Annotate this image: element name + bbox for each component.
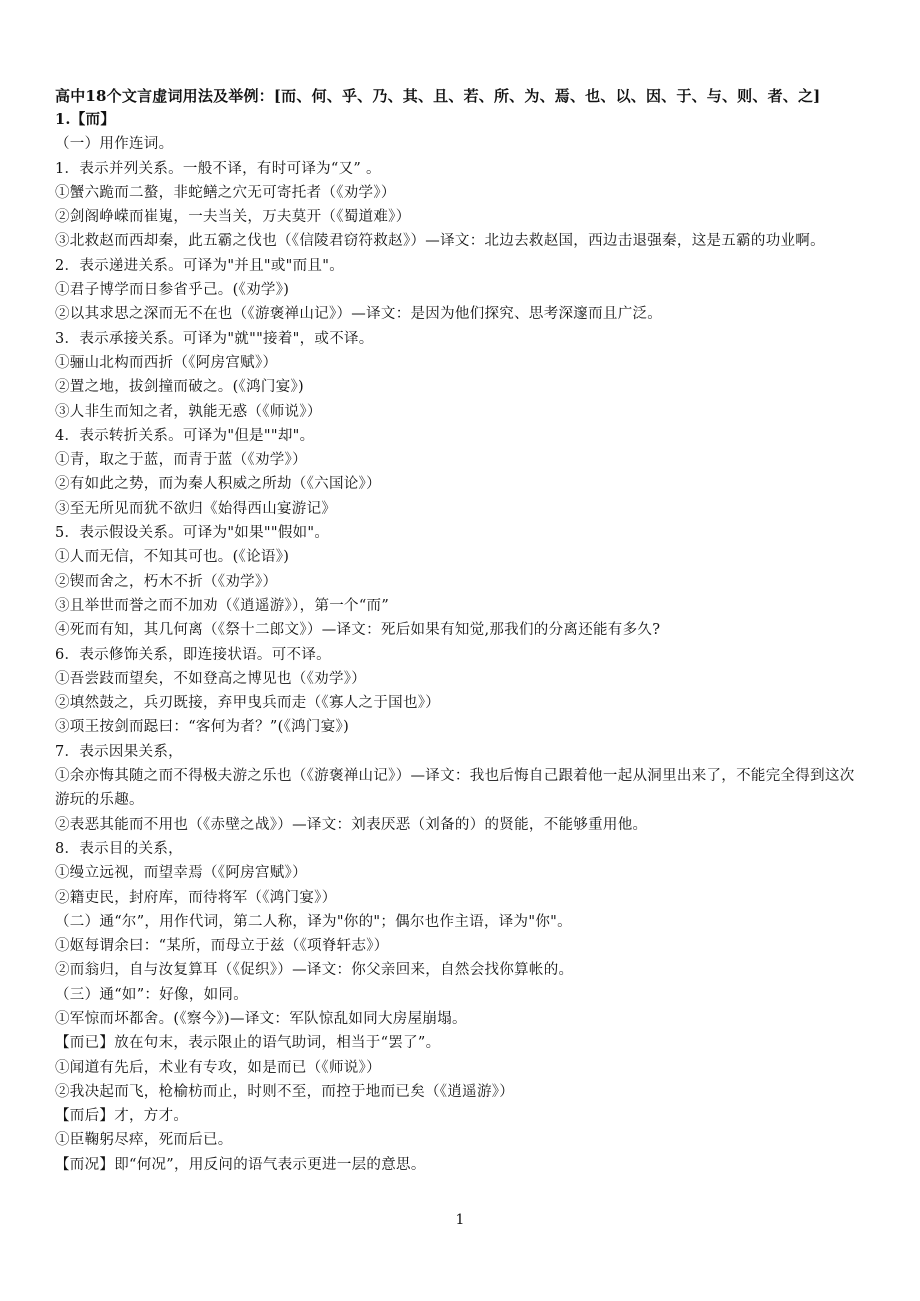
subheading-pronoun: （二）通“尔”，用作代词，第二人称，译为"你的"；偶尔也作主语，译为"你"。 bbox=[55, 913, 572, 930]
example-line: ②填然鼓之，兵刃既接，弃甲曳兵而走（《寡人之于国也》） bbox=[55, 695, 441, 712]
example-line: ①吾尝跂而望矣，不如登高之博见也（《劝学》） bbox=[55, 670, 367, 687]
example-line: ②我决起而飞，枪榆枋而止，时则不至，而控于地而已矣（《逍遥游》） bbox=[55, 1083, 515, 1100]
example-line: ①青，取之于蓝，而青于蓝（《劝学》） bbox=[55, 452, 307, 469]
subheading-conjunction: （一）用作连词。 bbox=[55, 136, 174, 153]
subheading-like: （三）通“如”：好像，如同。 bbox=[55, 986, 249, 1003]
usage-2-progressive: 2．表示递进关系。可译为"并且"或"而且"。 bbox=[55, 257, 345, 274]
example-line: ①骊山北构而西折（《阿房宫赋》） bbox=[55, 354, 278, 371]
usage-8-purpose: 8．表示目的关系， bbox=[55, 840, 183, 857]
phrase-eryi: 【而已】放在句末，表示限止的语气助词，相当于“罢了”。 bbox=[55, 1035, 441, 1052]
usage-1-coordinate: 1．表示并列关系。一般不译，有时可译为“又” 。 bbox=[55, 160, 381, 177]
example-line: ②锲而舍之，朽木不折（《劝学》） bbox=[55, 573, 278, 590]
example-line: ①缦立远视，而望幸焉（《阿房宫赋》） bbox=[55, 865, 307, 882]
example-line: ①军惊而坏都舍。(《察今》)—译文：军队惊乱如同大房屋崩塌。 bbox=[55, 1010, 467, 1027]
example-line: ③至无所见而犹不欲归《始得西山宴游记》 bbox=[55, 500, 337, 517]
example-line: ②置之地，拔剑撞而破之。(《鸿门宴》) bbox=[55, 379, 305, 396]
example-line: ①君子博学而日参省乎己。(《劝学》) bbox=[55, 282, 290, 299]
example-line: ①余亦悔其随之而不得极夫游之乐也（《游褒禅山记》）—译文：我也后悔自己跟着他一起从洞里出来了，不能完全得到这次游玩的乐趣。 bbox=[55, 768, 855, 809]
page-number: 1 bbox=[455, 1212, 465, 1228]
example-line: ②有如此之势，而为秦人积威之所劫（《六国论》） bbox=[55, 476, 381, 493]
usage-7-causal: 7．表示因果关系， bbox=[55, 743, 183, 760]
example-line: ②剑阁峥嵘而崔嵬，一夫当关，万夫莫开（《蜀道难》） bbox=[55, 209, 411, 226]
usage-5-hypothetical: 5．表示假设关系。可译为"如果""假如"。 bbox=[55, 525, 330, 542]
example-line: ②而翁归，自与汝复算耳（《促织》）—译文：你父亲回来，自然会找你算帐的。 bbox=[55, 962, 574, 979]
section-heading-er: 1.【而】 bbox=[55, 111, 116, 128]
example-line: ①闻道有先后，术业有专攻，如是而已（《师说》） bbox=[55, 1059, 381, 1076]
usage-4-adversative: 4．表示转折关系。可译为"但是""却"。 bbox=[55, 427, 315, 444]
example-line: ③北救赵而西却秦，此五霸之伐也（《信陵君窃符救赵》）—译文：北边去救赵国，西边击退强秦，这是五霸的功业啊。 bbox=[55, 233, 825, 250]
example-line: ③项王按剑而跽曰：“客何为者？”(《鸿门宴》) bbox=[55, 719, 350, 736]
example-line: ②以其求思之深而无不在也（《游褒禅山记》）—译文：是因为他们探究、思考深邃而且广泛。 bbox=[55, 306, 663, 323]
example-line: ①妪每谓余曰：“某所，而母立于兹（《项脊轩志》） bbox=[55, 938, 389, 955]
example-line: ③人非生而知之者，孰能无惑（《师说》） bbox=[55, 403, 322, 420]
example-line: ②表恶其能而不用也（《赤壁之战》）—译文：刘表厌恶（刘备的）的贤能，不能够重用他。 bbox=[55, 816, 648, 833]
phrase-erhou: 【而后】才，方才。 bbox=[55, 1108, 189, 1125]
example-line: ②籍吏民，封府库，而待将军（《鸿门宴》） bbox=[55, 889, 337, 906]
example-line: ①人而无信，不知其可也。(《论语》) bbox=[55, 549, 290, 566]
example-line: ④死而有知，其几何离（《祭十二郎文》）—译文：死后如果有知觉,那我们的分离还能有多久? bbox=[55, 622, 661, 639]
usage-6-modifying: 6．表示修饰关系，即连接状语。可不译。 bbox=[55, 646, 331, 663]
phrase-erkuang: 【而况】即“何况”，用反问的语气表示更进一层的意思。 bbox=[55, 1156, 426, 1173]
document-title: 高中18个文言虚词用法及举例：[而、何、乎、乃、其、且、若、所、为、焉、也、以、因、于、与、则、者、之] bbox=[55, 87, 821, 105]
document-page bbox=[55, 84, 867, 1177]
example-line: ①蟹六跪而二螯，非蛇鳝之穴无可寄托者（《劝学》） bbox=[55, 184, 396, 201]
example-line: ③且举世而誉之而不加劝（《逍遥游》），第一个“而” bbox=[55, 597, 390, 614]
usage-3-sequential: 3．表示承接关系。可译为"就""接着"，或不译。 bbox=[55, 330, 374, 347]
example-line: ①臣鞠躬尽瘁，死而后已。 bbox=[55, 1132, 233, 1149]
